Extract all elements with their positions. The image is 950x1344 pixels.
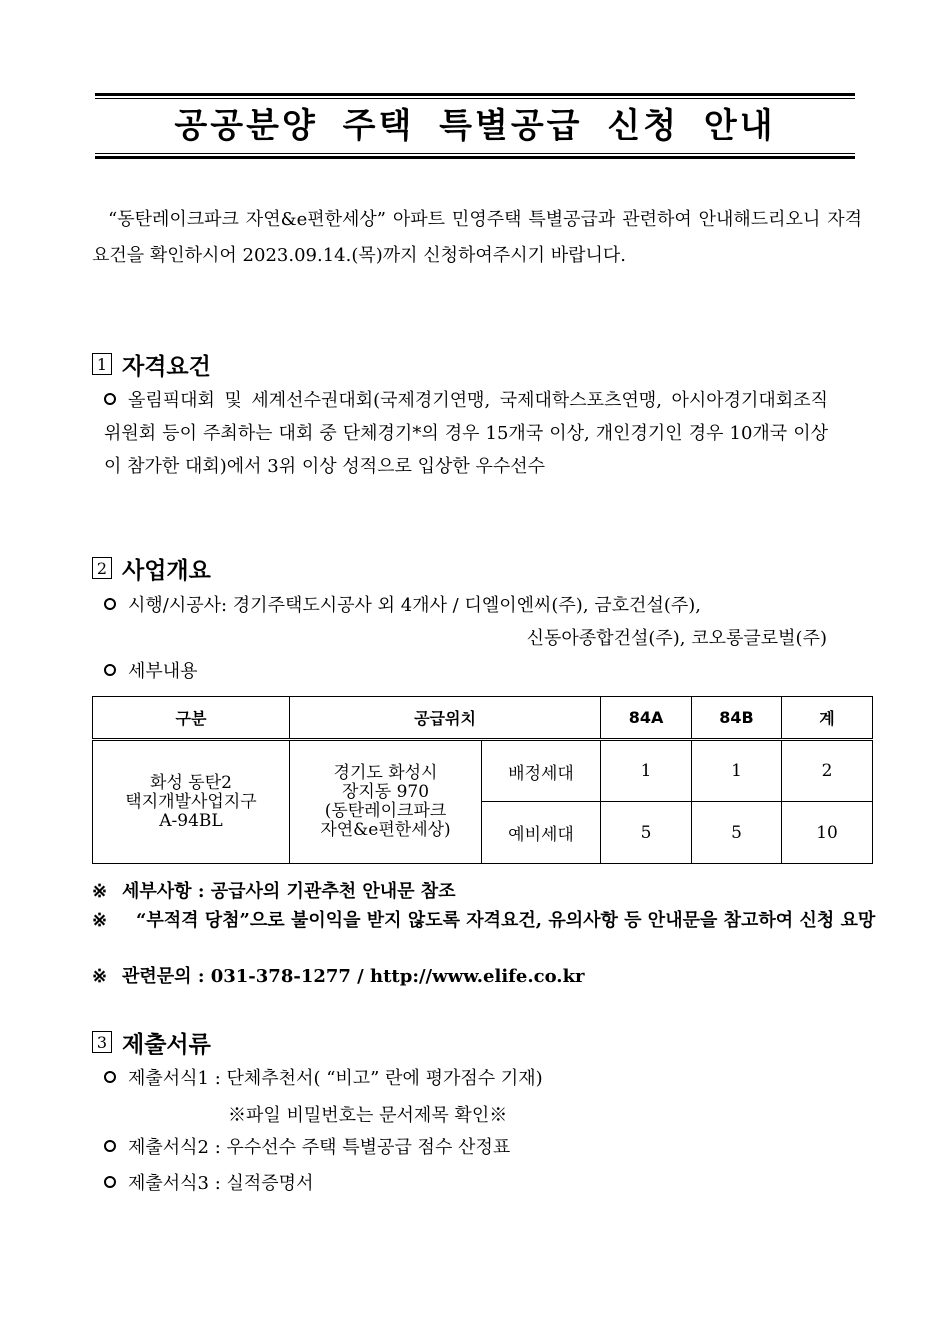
- location-line: (동탄레이크파크: [324, 801, 447, 821]
- document-item-1: [104, 1064, 543, 1094]
- note-warning: [92, 907, 906, 935]
- reference-mark-icon: ※: [92, 910, 108, 931]
- circle-bullet-icon: [104, 598, 116, 610]
- reference-mark-icon: ※: [92, 881, 108, 902]
- note-detail: [92, 878, 862, 906]
- circle-bullet-icon: [104, 1176, 116, 1188]
- row-type: 예비세대: [482, 802, 601, 864]
- table-row: [93, 740, 873, 802]
- note-text: “부적격 당첨”으로 불이익을 받지 않도록 자격요건, 유의사항 등 안내문을 참고하여 신청 요망: [136, 910, 876, 931]
- section-2-bullet-1: [104, 589, 701, 622]
- note-text: 세부사항 : 공급사의 기관추천 안내문 참조: [122, 881, 456, 902]
- circle-bullet-icon: [104, 1140, 116, 1152]
- district-line: 택지개발사업지구: [125, 791, 257, 812]
- section-1-heading: [92, 350, 211, 378]
- password-note: ※파일 비밀번호는 문서제목 확인※: [228, 1105, 508, 1126]
- cell-total: 2: [782, 740, 873, 802]
- document-item-3: [104, 1169, 313, 1199]
- row-type: 배정세대: [482, 740, 601, 802]
- section-2-number: 2: [92, 557, 112, 579]
- detail-label: 세부내용: [128, 661, 198, 682]
- note-contact: [92, 963, 862, 991]
- title-bottom-rule-thin: [95, 153, 855, 154]
- qualification-text: 올림픽대회 및 세계선수권대회(국제경기연맹, 국제대학스포츠연맹, 아시아경기대회조직위원회 등이 주최하는 대회 중 단체경기*의 경우 15개국 이상, 개인경기인 경우 10개국 이상이 참가한 대회)에서 3위 이상 성적으로 입상한 우수선수: [104, 390, 828, 477]
- cell-84a: 1: [601, 740, 692, 802]
- section-2-heading: [92, 554, 211, 582]
- district-line: A-94BL: [159, 810, 223, 831]
- section-3-title: 제출서류: [122, 1031, 211, 1058]
- circle-bullet-icon: [104, 664, 116, 676]
- page-title: 공공분양 주택 특별공급 신청 안내: [174, 106, 776, 146]
- contractor-line-2: 신동아종합건설(주), 코오롱글로벌(주): [526, 628, 827, 649]
- cell-84b: 5: [692, 802, 782, 864]
- section-3-heading: [92, 1028, 211, 1056]
- document-text: 제출서식2 : 우수선수 주택 특별공급 점수 산정표: [128, 1137, 511, 1158]
- section-2-title: 사업개요: [122, 557, 211, 584]
- header-84b: 84B: [692, 697, 782, 740]
- title-top-rule-thin: [95, 98, 855, 99]
- header-total: 계: [782, 697, 873, 740]
- contractor-line-1: 시행/시공사: 경기주택도시공사 외 4개사 / 디엘이엔씨(주), 금호건설(주),: [128, 595, 701, 616]
- note-text: 관련문의 : 031-378-1277 / http://www.elife.co.kr: [122, 966, 585, 987]
- cell-total: 10: [782, 802, 873, 864]
- location-line: 경기도 화성시: [333, 763, 438, 783]
- header-location: 공급위치: [290, 697, 601, 740]
- district-cell: [93, 740, 290, 864]
- title-bottom-rule-thick: [95, 156, 855, 159]
- document-item-2: [104, 1133, 510, 1163]
- title-top-rule-thick: [95, 93, 855, 96]
- header-category: 구분: [93, 697, 290, 740]
- section-1-bullet: [104, 384, 828, 483]
- district-line: 화성 동탄2: [150, 772, 232, 793]
- location-line: 자연&e편한세상): [320, 820, 451, 840]
- header-84a: 84A: [601, 697, 692, 740]
- section-3-number: 3: [92, 1031, 112, 1053]
- section-2-bullet-2: [104, 655, 198, 688]
- circle-bullet-icon: [104, 393, 116, 405]
- table-header-row: [93, 697, 873, 740]
- cell-84b: 1: [692, 740, 782, 802]
- supply-detail-table: [92, 696, 873, 864]
- section-1-number: 1: [92, 353, 112, 375]
- intro-paragraph: “동탄레이크파크 자연&e편한세상” 아파트 민영주택 특별공급과 관련하여 안내해드리오니 자격요건을 확인하시어 2023.09.14.(목)까지 신청하여주시기 바랍니다.: [92, 209, 862, 266]
- document-text: 제출서식3 : 실적증명서: [128, 1173, 314, 1194]
- cell-84a: 5: [601, 802, 692, 864]
- location-cell: [290, 740, 482, 864]
- location-line: 장지동 970: [341, 782, 430, 802]
- document-text: 제출서식1 : 단체추천서( “비고” 란에 평가점수 기재): [128, 1068, 543, 1089]
- section-1-title: 자격요건: [122, 353, 211, 380]
- circle-bullet-icon: [104, 1071, 116, 1083]
- reference-mark-icon: ※: [92, 966, 108, 987]
